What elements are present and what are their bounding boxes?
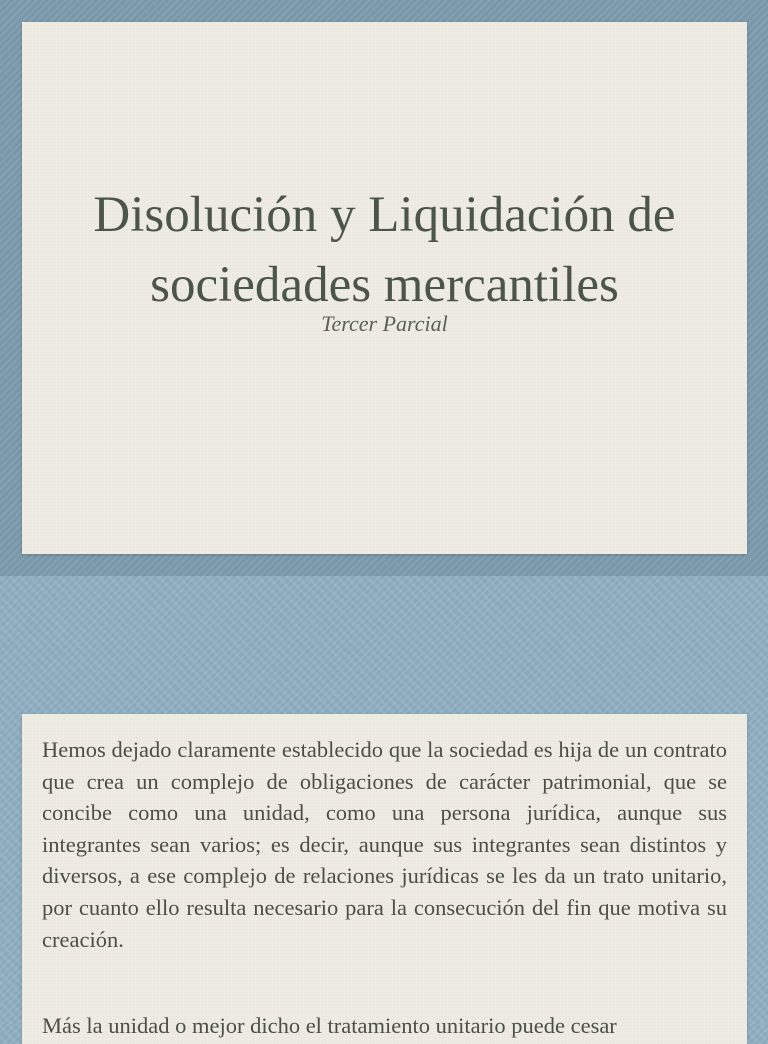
title-card — [22, 22, 747, 554]
body-paragraph: Más la unidad o mejor dicho el tratamiento unitario puede cesar — [42, 1013, 617, 1038]
slide-title: Disolución y Liquidación de sociedades mercantiles — [93, 187, 676, 313]
slide-2 — [0, 576, 768, 1038]
body-paragraph: Hemos dejado claramente establecido que la sociedad es hija de un contrato que crea un complejo de obligaciones de carácter patrimonial, que se concibe como una unidad, como una persona jurídica, aunque sus integrantes sean varios; es decir, aunque sus integrantes sean distintos y diversos, a ese complejo de relaciones jurídicas se les da un trato unitario, por cuanto ello resulta necesario para la consecución del fin que motiva su creación. — [42, 737, 727, 952]
slide-subtitle: Tercer Parcial — [321, 311, 448, 336]
text-card — [22, 714, 747, 1044]
